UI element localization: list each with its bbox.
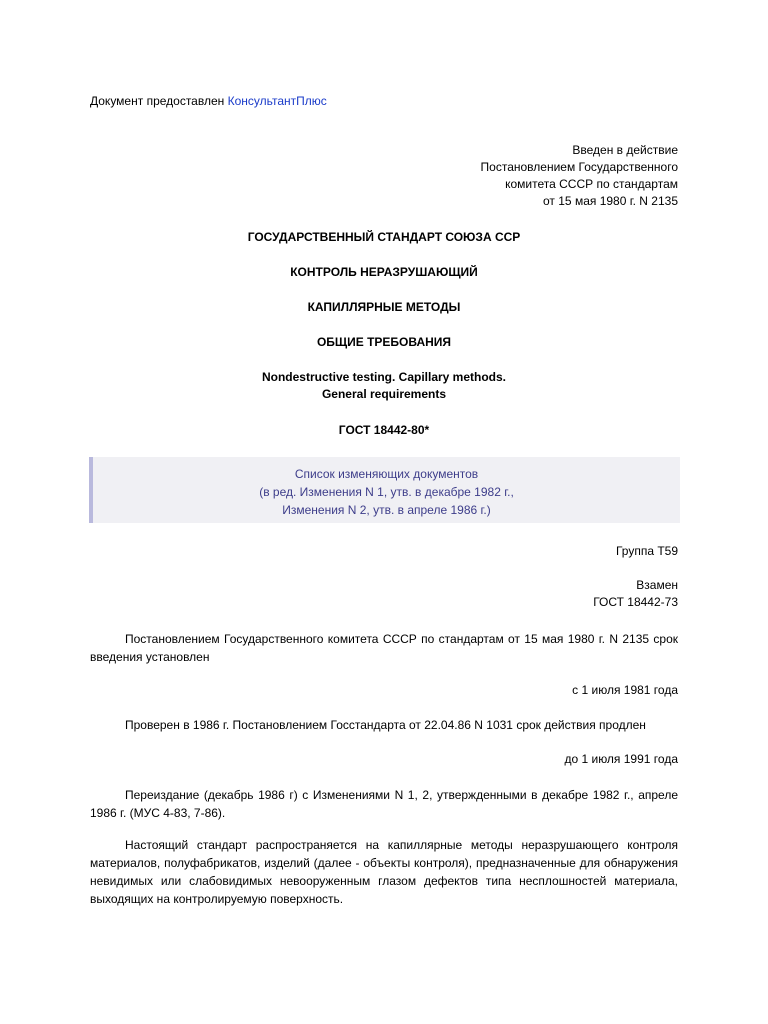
replaces-block bbox=[278, 577, 678, 611]
changes-line: Изменения N 2, утв. в апреле 1986 г.) bbox=[282, 503, 491, 517]
effective-date: с 1 июля 1981 года bbox=[572, 683, 678, 697]
enactment-line: комитета СССР по стандартам bbox=[505, 177, 678, 191]
state-standard-title: ГОСУДАРСТВЕННЫЙ СТАНДАРТ СОЮЗА ССР bbox=[247, 230, 521, 244]
intro-paragraph: Постановлением Государственного комитета СССР по стандартам от 15 мая 1980 г. N 2135 срок введения установлен bbox=[90, 632, 678, 664]
gost-number: ГОСТ 18442-80* bbox=[338, 423, 430, 437]
control-title: КОНТРОЛЬ НЕРАЗРУШАЮЩИЙ bbox=[290, 265, 478, 279]
replaces-label: Взамен bbox=[636, 578, 678, 592]
general-title: ОБЩИЕ ТРЕБОВАНИЯ bbox=[316, 335, 452, 349]
changes-box bbox=[89, 457, 680, 523]
provided-by-line bbox=[90, 94, 327, 108]
changes-heading: Список изменяющих документов bbox=[294, 467, 479, 481]
english-title-line: General requirements bbox=[321, 387, 447, 401]
english-title bbox=[90, 369, 678, 403]
english-title-line: Nondestructive testing. Capillary methods. bbox=[261, 370, 507, 384]
replaces-value: ГОСТ 18442-73 bbox=[593, 595, 678, 609]
verification-paragraph: Проверен в 1986 г. Постановлением Госстандарта от 22.04.86 N 1031 срок действия продлен bbox=[125, 718, 646, 732]
enactment-block bbox=[358, 142, 678, 210]
group-code: Группа Т59 bbox=[615, 544, 678, 558]
extended-date: до 1 июля 1991 года bbox=[564, 752, 678, 766]
provided-prefix: Документ предоставлен bbox=[90, 94, 228, 108]
reissue-paragraph: Переиздание (декабрь 1986 г) с Изменениями N 1, 2, утвержденными в декабре 1982 г., апреле 1986 г. (МУС 4-83, 7-86). bbox=[90, 788, 678, 820]
methods-title: КАПИЛЛЯРНЫЕ МЕТОДЫ bbox=[307, 300, 461, 314]
changes-line: (в ред. Изменения N 1, утв. в декабре 1982 г., bbox=[259, 485, 514, 499]
scope-paragraph: Настоящий стандарт распространяется на капиллярные методы неразрушающего контроля материалов, полуфабрикатов, изделий (далее - объекты контроля), предназначенные для обнаружения невидимых или слабовидимых невооруженным глазом дефектов типа несплошностей материала, выходящих на контролируемую поверхность. bbox=[90, 838, 678, 906]
consultant-plus-link[interactable]: КонсультантПлюс bbox=[227, 94, 327, 108]
enactment-line: Введен в действие bbox=[572, 143, 678, 157]
enactment-line: Постановлением Государственного bbox=[480, 160, 678, 174]
enactment-line: от 15 мая 1980 г. N 2135 bbox=[543, 194, 678, 208]
